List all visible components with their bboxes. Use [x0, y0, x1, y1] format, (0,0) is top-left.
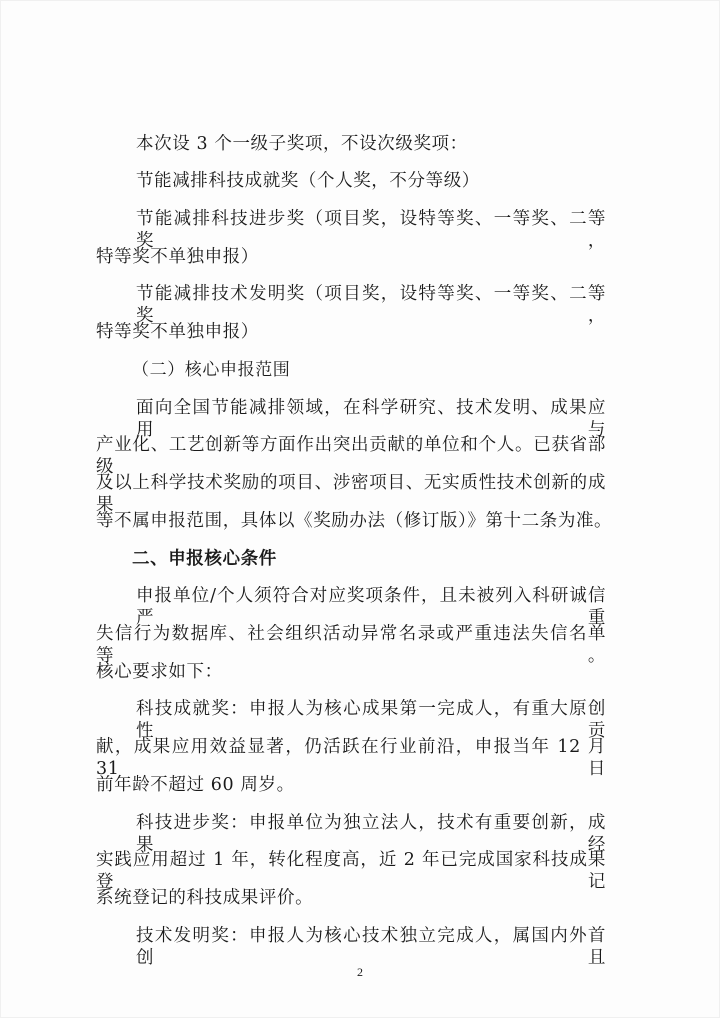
- award-item-progress-cont: 特等奖不单独申报）: [96, 247, 259, 267]
- paragraph-progress-line: 科技进步奖：申报单位为独立法人，技术有重要创新，成果经: [136, 813, 606, 855]
- paragraph-conditions-line: 失信行为数据库、社会组织活动异常名录或严重违法失信名单等。: [96, 624, 606, 666]
- paragraph-conditions-line: 申报单位/个人须符合对应奖项条件，且未被列入科研诚信严重: [136, 586, 606, 628]
- section-heading-scope: （二）核心申报范围: [132, 360, 291, 380]
- award-item-invention-cont: 特等奖不单独申报）: [96, 322, 259, 342]
- paragraph-progress-line: 实践应用超过 1 年，转化程度高，近 2 年已完成国家科技成果登记: [96, 850, 606, 892]
- paragraph-intro: 本次设 3 个一级子奖项，不设次级奖项：: [136, 134, 468, 154]
- paragraph-scope-line: 及以上科学技术奖励的项目、涉密项目、无实质性技术创新的成果: [96, 473, 606, 515]
- paragraph-conditions-line: 核心要求如下：: [96, 662, 223, 682]
- paragraph-progress-line: 系统登记的科技成果评价。: [96, 888, 314, 908]
- award-item-invention: 节能减排技术发明奖（项目奖，设特等奖、一等奖、二等奖，: [136, 284, 606, 326]
- paragraph-scope-line: 产业化、工艺创新等方面作出突出贡献的单位和个人。已获省部级: [96, 435, 606, 477]
- paragraph-achievement-line: 前年龄不超过 60 周岁。: [96, 775, 295, 795]
- paragraph-scope-line: 等不属申报范围，具体以《奖励办法（修订版）》第十二条为准。: [96, 511, 613, 531]
- award-item-achievement: 节能减排科技成就奖（个人奖，不分等级）: [136, 171, 480, 191]
- paragraph-scope-line: 面向全国节能减排领域，在科学研究、技术发明、成果应用与: [136, 398, 606, 440]
- page-number: 2: [357, 965, 363, 979]
- paragraph-achievement-line: 科技成就奖：申报人为核心成果第一完成人，有重大原创性贡: [136, 699, 606, 741]
- paragraph-achievement-line: 献，成果应用效益显著，仍活跃在行业前沿，申报当年 12 月 31 日: [96, 737, 606, 779]
- paragraph-invention-line: 技术发明奖：申报人为核心技术独立完成人，属国内外首创且: [136, 926, 606, 968]
- award-item-progress: 节能减排科技进步奖（项目奖，设特等奖、一等奖、二等奖，: [136, 209, 606, 251]
- section-heading-conditions: 二、申报核心条件: [132, 549, 277, 569]
